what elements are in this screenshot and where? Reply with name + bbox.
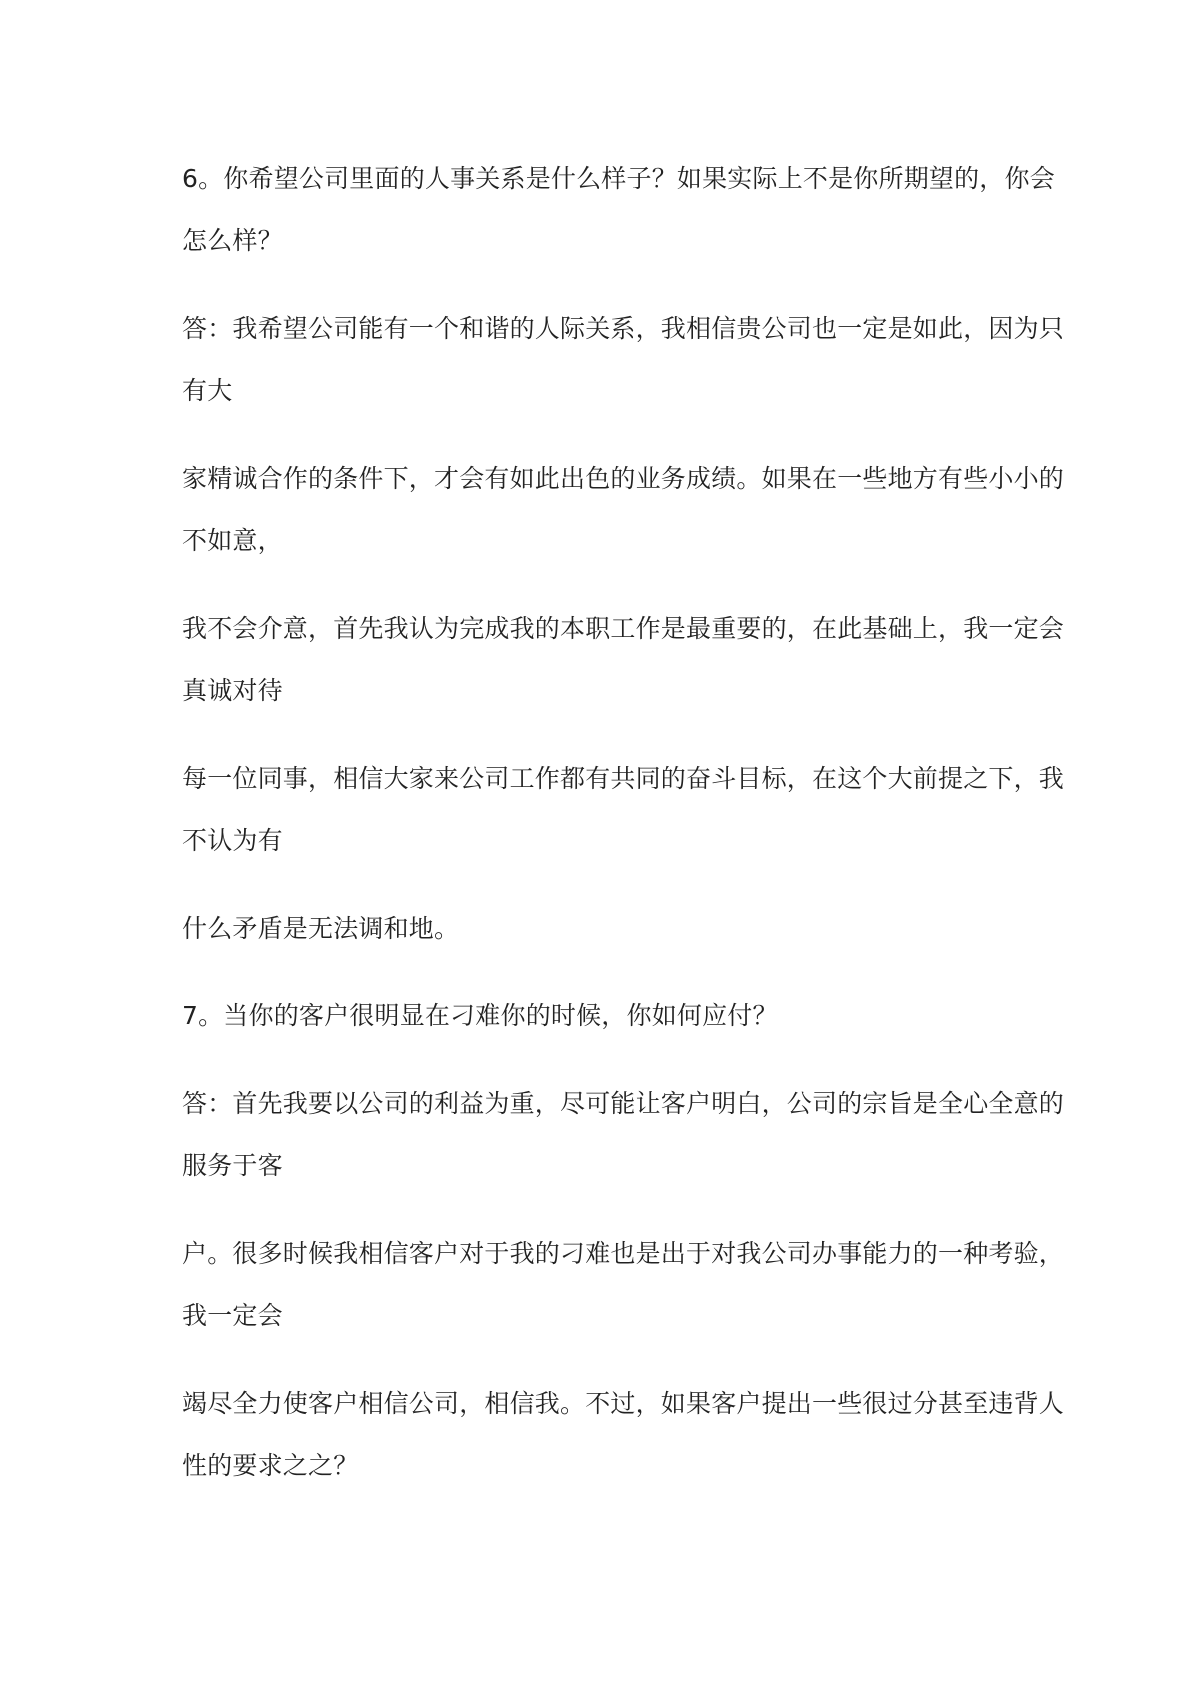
text-line: 答：我希望公司能有一个和谐的人际关系，我相信贵公司也一定是如此，因为只 [182,314,1065,343]
text-line: 我一定会 [182,1301,283,1330]
text-line: 答：首先我要以公司的利益为重，尽可能让客户明白，公司的宗旨是全心全意的 [182,1089,1065,1118]
text-line: 不认为有 [182,826,283,855]
text-line: 什么矛盾是无法调和地。 [182,914,460,943]
text-line: 性的要求之之？ [182,1451,359,1480]
text-line: 家精诚合作的条件下，才会有如此出色的业务成绩。如果在一些地方有些小小的 [182,464,1065,493]
text-line: 6。你希望公司里面的人事关系是什么样子？如果实际上不是你所期望的，你会 [182,164,1055,193]
text-line: 有大 [182,376,233,405]
text-line: 不如意， [182,526,283,555]
text-line: 竭尽全力使客户相信公司，相信我。不过，如果客户提出一些很过分甚至违背人 [182,1389,1065,1418]
text-line: 怎么样？ [182,226,283,255]
text-line: 真诚对待 [182,676,283,705]
text-line: 服务于客 [182,1151,283,1180]
text-line: 7。当你的客户很明显在刁难你的时候，你如何应付？ [182,1001,778,1030]
text-line: 每一位同事，相信大家来公司工作都有共同的奋斗目标，在这个大前提之下，我 [182,764,1065,793]
text-line: 我不会介意，首先我认为完成我的本职工作是最重要的，在此基础上，我一定会 [182,614,1065,643]
text-line: 户。很多时候我相信客户对于我的刁难也是出于对我公司办事能力的一种考验， [182,1239,1065,1268]
